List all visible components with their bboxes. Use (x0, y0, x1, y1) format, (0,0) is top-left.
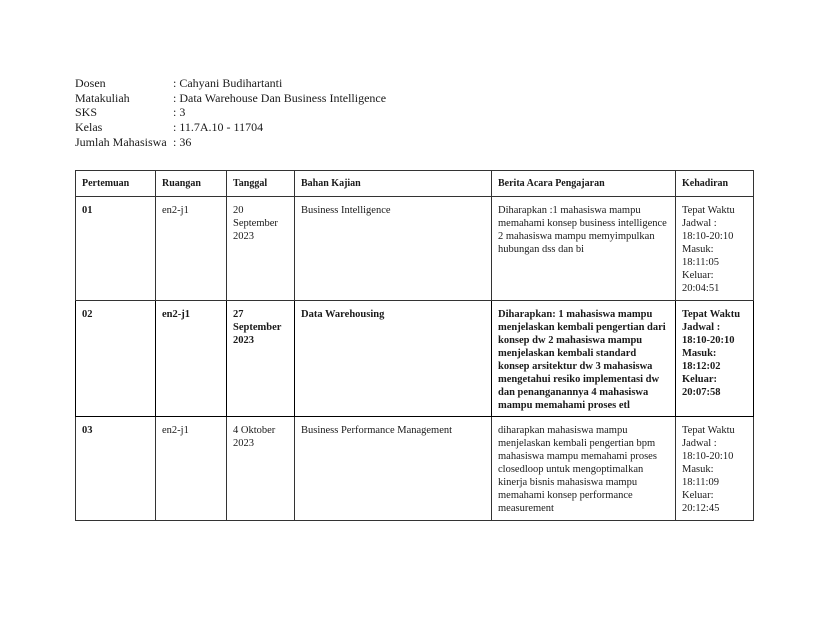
kehadiran-keluar: 20:04:51 (682, 283, 720, 294)
info-row-dosen (75, 76, 386, 91)
kehadiran-keluar-label: Keluar: (682, 374, 717, 385)
table-header-row (76, 171, 754, 197)
kehadiran-jadwal-label: Jadwal : (682, 438, 717, 449)
table-row (76, 301, 754, 417)
kehadiran-jadwal: 18:10-20:10 (682, 451, 734, 462)
kehadiran-keluar-label: Keluar: (682, 490, 714, 501)
cell-bahan-kajian: Business Intelligence (295, 197, 492, 301)
kehadiran-keluar: 20:12:45 (682, 503, 720, 514)
cell-ruangan: en2-j1 (156, 301, 227, 417)
info-value: : 11.7A.10 - 11704 (173, 120, 264, 135)
info-label: Matakuliah (75, 90, 130, 105)
kehadiran-jadwal: 18:10-20:10 (682, 231, 734, 242)
table-row (76, 417, 754, 521)
info-label: Jumlah Mahasiswa (75, 134, 167, 149)
info-row-jumlah-mahasiswa (75, 135, 386, 150)
cell-bahan-kajian: Data Warehousing (295, 301, 492, 417)
kehadiran-status: Tepat Waktu (682, 309, 741, 320)
kehadiran-keluar-label: Keluar: (682, 270, 714, 281)
column-header: Kehadiran (676, 171, 754, 197)
cell-kehadiran (676, 197, 754, 301)
kehadiran-status: Tepat Waktu (682, 205, 735, 216)
column-header: Ruangan (156, 171, 227, 197)
kehadiran-status: Tepat Waktu (682, 425, 735, 436)
cell-pertemuan: 01 (76, 197, 156, 301)
kehadiran-masuk-label: Masuk: (682, 244, 714, 255)
column-header: Berita Acara Pengajaran (492, 171, 676, 197)
cell-berita-acara: Diharapkan :1 mahasiswa mampu memahami konsep business intelligence 2 mahasiswa mampu memyimpulkan hubungan dss dan bi (492, 197, 676, 301)
kehadiran-masuk: 18:11:09 (682, 477, 719, 488)
kehadiran-jadwal-label: Jadwal : (682, 322, 721, 333)
kehadiran-jadwal-label: Jadwal : (682, 218, 717, 229)
column-header: Bahan Kajian (295, 171, 492, 197)
info-label: Kelas (75, 120, 103, 135)
cell-pertemuan: 03 (76, 417, 156, 521)
cell-bahan-kajian: Business Performance Management (295, 417, 492, 521)
cell-kehadiran (676, 417, 754, 521)
info-value: : 36 (173, 134, 192, 149)
cell-ruangan: en2-j1 (156, 417, 227, 521)
kehadiran-masuk-label: Masuk: (682, 464, 714, 475)
cell-kehadiran (676, 301, 754, 417)
kehadiran-masuk: 18:12:02 (682, 361, 721, 372)
info-label: Dosen (75, 76, 106, 90)
cell-tanggal: 4 Oktober 2023 (227, 417, 295, 521)
attendance-table (75, 170, 754, 521)
info-value: : Data Warehouse Dan Business Intelligence (173, 90, 387, 105)
cell-berita-acara: Diharapkan: 1 mahasiswa mampu menjelaskan kembali pengertian dari konsep dw 2 mahasiswa mampu menjelaskan kembali standard konsep arsitektur dw 3 mahasiswa mengetahui resiko implementasi dw dan penanganannya 4 mahasiswa mampu memahami proses etl (492, 301, 676, 417)
kehadiran-masuk-label: Masuk: (682, 348, 717, 359)
info-value: : Cahyani Budihartanti (173, 76, 283, 90)
cell-tanggal: 20 September 2023 (227, 197, 295, 301)
info-row-sks (75, 105, 386, 120)
cell-pertemuan: 02 (76, 301, 156, 417)
table-row (76, 197, 754, 301)
cell-ruangan: en2-j1 (156, 197, 227, 301)
column-header: Pertemuan (76, 171, 156, 197)
info-row-kelas (75, 120, 386, 135)
kehadiran-jadwal: 18:10-20:10 (682, 335, 735, 346)
kehadiran-keluar: 20:07:58 (682, 387, 721, 398)
info-value: : 3 (173, 105, 186, 120)
column-header: Tanggal (227, 171, 295, 197)
cell-tanggal: 27 September 2023 (227, 301, 295, 417)
info-label: SKS (75, 105, 98, 120)
cell-berita-acara: diharapkan mahasiswa mampu menjelaskan kembali pengertian bpm mahasiswa mampu memahami proses closedloop untuk mengoptimalkan kinerja bisnis mahasiswa mampu memahami konsep performance measurement (492, 417, 676, 521)
info-row-matakuliah (75, 91, 386, 106)
kehadiran-masuk: 18:11:05 (682, 257, 719, 268)
course-info (75, 76, 386, 150)
